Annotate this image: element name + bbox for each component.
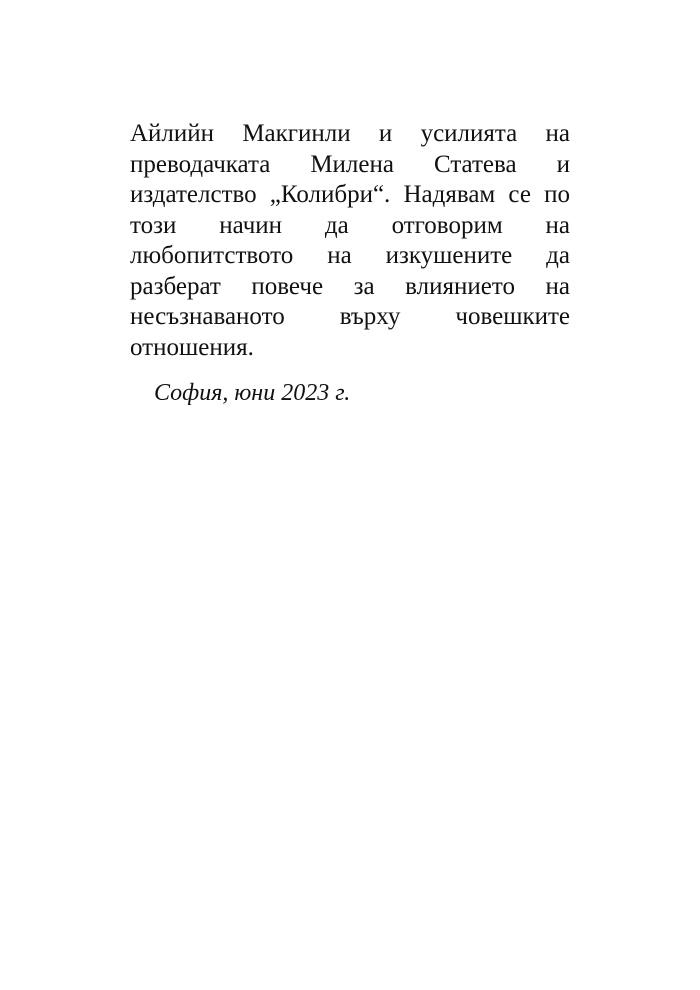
paragraph-line: отношения. — [130, 333, 254, 361]
place-date-signature: София, юни 2023 г. — [154, 380, 351, 406]
paragraph-line: издателство „Колибри“. Надявам се по — [130, 181, 570, 208]
body-paragraph — [130, 119, 570, 363]
paragraph-line: несъзнаваното върху човешките — [130, 303, 570, 330]
paragraph-line: преводачката Милена Статева и — [130, 150, 570, 178]
paragraph-line: любопитството на изкушените да — [130, 242, 570, 269]
paragraph-line: Айлийн Макгинли и усилията на — [130, 120, 570, 147]
paragraph-line: този начин да отговорим на — [130, 211, 570, 239]
paragraph-line: разберат повече за влиянието на — [130, 272, 570, 300]
